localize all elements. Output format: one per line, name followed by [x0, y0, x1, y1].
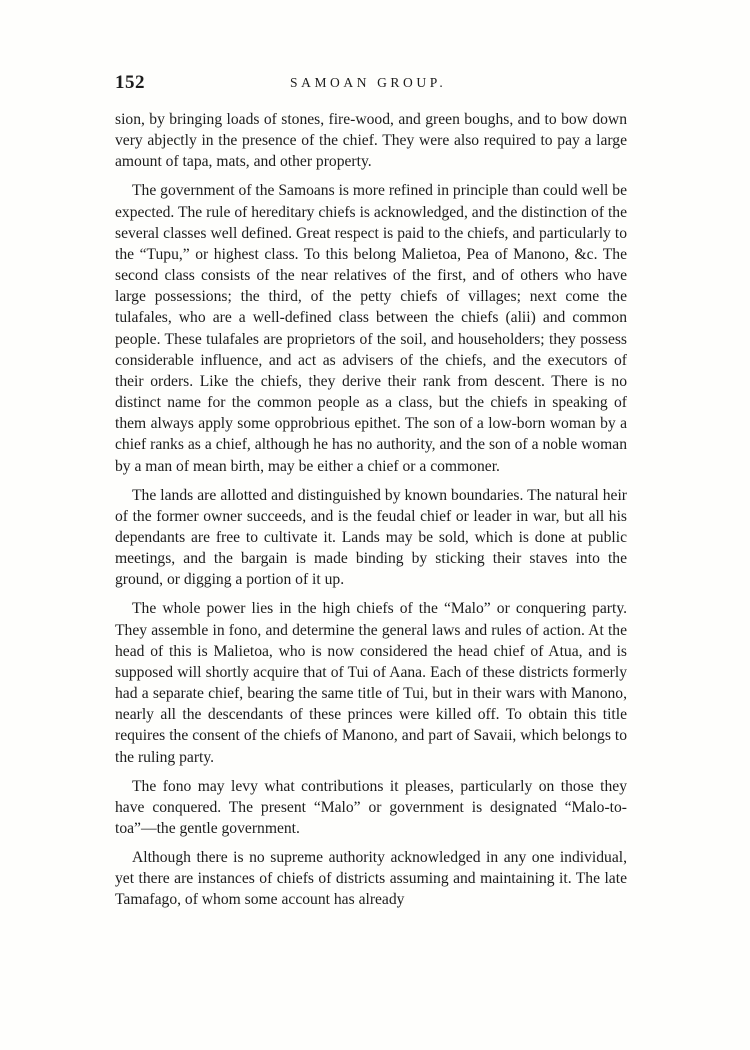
paragraph-lands: The lands are allotted and distinguished by known boundaries. The natural heir of the former owner succeeds, and is the feudal chief or leader in war, but all his dependants are free to cultivate it. Lands may be sold, which is done at public meetings, and the bargain is made binding by sticking their staves into the ground, or digging a portion of it up. — [115, 486, 627, 589]
page-number: 152 — [115, 72, 145, 93]
page-header — [115, 72, 625, 96]
paragraph-authority: Although there is no supreme authority acknowledged in any one individual, yet there are instances of chiefs of districts assuming and maintaining it. The late Tamafago, of whom some account has already — [115, 849, 627, 909]
paragraph-government: The government of the Samoans is more refined in principle than could well be expected. The rule of hereditary chiefs is acknowledged, and the distinction of the several classes well defined. Great respect is paid to the chiefs, and particularly to the “Tupu,” or highest class. To this belong Malietoa, Pea of Manono, &c. The second class consists of the near relatives of the first, and of others who have large possessions; the third, of the petty chiefs of villages; next come the tulafales, who are a well-defined class between the chiefs (alii) and common people. These tulafales are proprietors of the soil, and householders; they possess considerable influence, and act as advisers of the chiefs, and the executors of their orders. Like the chiefs, they derive their rank from descent. There is no distinct name for the common people as a class, but the chiefs in speaking of them always apply some opprobrious epithet. The son of a low-born woman by a chief ranks as a chief, although he has no authority, and the son of a noble woman by a man of mean birth, may be either a chief or a commoner. — [115, 182, 627, 475]
paragraph-power: The whole power lies in the high chiefs of the “Malo” or conquering party. They assemble in fono, and determine the general laws and rules of action. At the head of this is Malietoa, who is now considered the head chief of Atua, and is supposed will shortly acquire that of Tui of Aana. Each of these districts formerly had a separate chief, bearing the same title of Tui, but in their wars with Manono, nearly all the descendants of these princes were killed off. To obtain this title requires the consent of the chiefs of Manono, and part of Savaii, which belongs to the ruling party. — [115, 600, 627, 766]
body-text — [115, 109, 627, 919]
running-head: SAMOAN GROUP. — [290, 75, 447, 90]
paragraph-continuation: sion, by bringing loads of stones, fire-wood, and green boughs, and to bow down very abjectly in the presence of the chief. They were also required to pay a large amount of tapa, mats, and other property. — [115, 111, 627, 171]
paragraph-fono: The fono may levy what contributions it pleases, particularly on those they have conquered. The present “Malo” or government is designated “Malo-to-toa”—the gentle government. — [115, 777, 627, 837]
